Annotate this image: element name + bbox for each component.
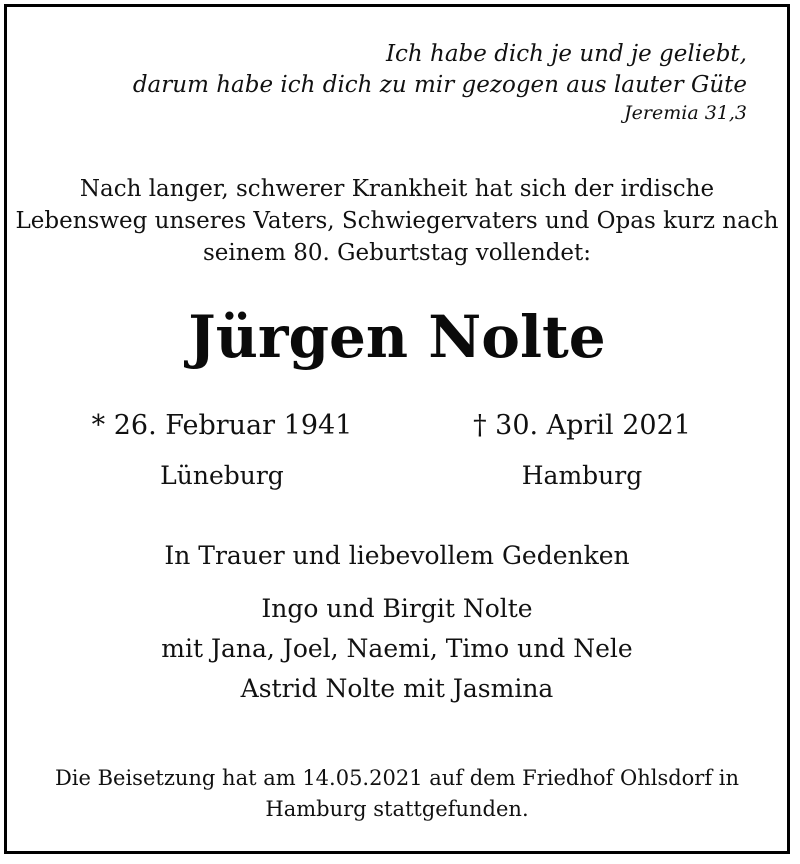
intro-line-1: Nach langer, schwerer Krankheit hat sich der irdische (79, 176, 715, 202)
burial-line-2: Hamburg stattgefunden. (265, 797, 529, 821)
birth-date: * 26. Februar 1941 (91, 410, 353, 441)
family-line-2: mit Jana, Joel, Naemi, Timo und Nele (161, 634, 633, 663)
family-line-1: Ingo und Birgit Nolte (261, 594, 533, 623)
death-info (417, 401, 747, 501)
verse-line-2: darum habe ich dich zu mir gezogen aus lauter Güte (132, 72, 747, 98)
verse-reference: Jeremia 31,3 (624, 102, 747, 124)
obituary-frame (4, 4, 790, 854)
intro-line-3: seinem 80. Geburtstag vollendet: (202, 240, 592, 266)
intro-text (7, 173, 787, 269)
birth-info (57, 401, 387, 501)
burial-line-1: Die Beisetzung hat am 14.05.2021 auf dem Friedhof Ohlsdorf in (54, 766, 740, 790)
intro-line-2: Lebensweg unseres Vaters, Schwiegervaters und Opas kurz nach (15, 208, 779, 234)
mourning-heading: In Trauer und liebevollem Gedenken (164, 541, 630, 570)
obituary-content (7, 7, 787, 851)
birth-place: Lüneburg (160, 461, 284, 490)
bible-verse (133, 39, 747, 125)
deceased-name: Jürgen Nolte (188, 303, 606, 371)
death-place: Hamburg (521, 461, 643, 490)
family-line-3: Astrid Nolte mit Jasmina (240, 674, 554, 703)
death-date: † 30. April 2021 (473, 410, 691, 441)
verse-line-1: Ich habe dich je und je geliebt, (385, 41, 747, 67)
family-list (7, 589, 787, 709)
burial-notice (7, 763, 787, 825)
